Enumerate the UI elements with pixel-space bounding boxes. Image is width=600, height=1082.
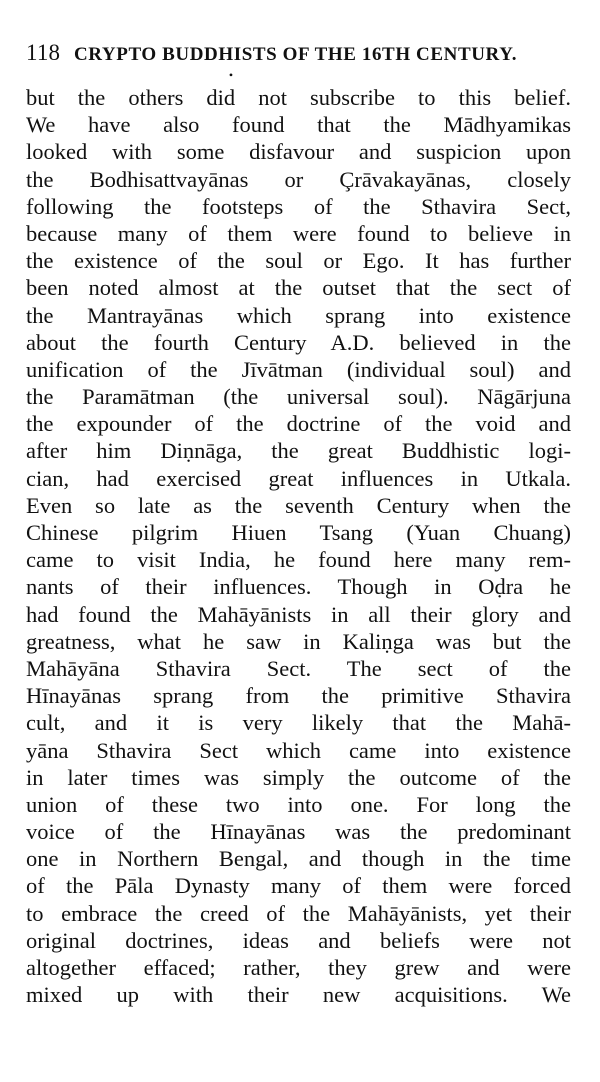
text-line: one in Northern Bengal, and though in the time — [26, 846, 571, 872]
text-line: Chinese pilgrim Hiuen Tsang (Yuan Chuang) — [26, 520, 571, 545]
page-header — [26, 36, 571, 70]
text-line: nants of their influences. Though in Oḍra he — [26, 574, 571, 600]
text-line: voice of the Hīnayānas was the predominant — [26, 819, 571, 845]
text-line: original doctrines, ideas and beliefs were not — [26, 927, 571, 953]
text-line: looked with some disfavour and suspicion upon — [26, 139, 571, 165]
text-line: came to visit India, he found here many rem- — [26, 547, 571, 573]
ornament-dot: • — [228, 68, 234, 82]
text-line: greatness, what he saw in Kaliṇga was but the — [26, 628, 571, 654]
text-line: the Paramātman (the universal soul). Nāgārjuna — [26, 384, 571, 410]
text-line: of the Pāla Dynasty many of them were forced — [26, 873, 571, 899]
text-line: had found the Mahāyānists in all their glory and — [26, 601, 571, 627]
text-line: because many of them were found to believe in — [26, 220, 571, 246]
text-line: the Mantrayānas which sprang into existence — [26, 302, 571, 328]
text-line: unification of the Jīvātman (individual soul) and — [26, 356, 571, 382]
text-line: following the footsteps of the Sthavira Sect, — [26, 193, 571, 219]
page-number: 118 — [26, 40, 61, 65]
running-title: CRYPTO BUDDHISTS OF THE 16TH CENTURY. — [73, 44, 518, 65]
text-line: Hīnayānas sprang from the primitive Sthavira — [26, 683, 571, 709]
text-line: yāna Sthavira Sect which came into existence — [26, 737, 571, 763]
text-line: the existence of the soul or Ego. It has further — [26, 248, 571, 274]
text-line: Even so late as the seventh Century when the — [26, 492, 571, 518]
body-paragraph — [26, 84, 571, 1008]
text-line: altogether effaced; rather, they grew and were — [26, 955, 571, 980]
text-line: but the others did not subscribe to this belief. — [26, 85, 571, 110]
text-line: after him Diṇnāga, the great Buddhistic logi- — [26, 438, 571, 464]
text-line: about the fourth Century A.D. believed in the — [26, 329, 571, 355]
text-line: been noted almost at the outset that the sect of — [26, 275, 571, 301]
text-line: in later times was simply the outcome of the — [26, 764, 571, 790]
text-line: cult, and it is very likely that the Mahā- — [26, 710, 571, 736]
text-line: We have also found that the Mādhyamikas — [26, 112, 571, 138]
text-line: union of these two into one. For long the — [26, 791, 571, 817]
text-line: mixed up with their new acquisitions. We — [26, 982, 571, 1008]
text-line: Mahāyāna Sthavira Sect. The sect of the — [26, 655, 571, 681]
text-line: the expounder of the doctrine of the void and — [26, 411, 571, 437]
text-line: cian, had exercised great influences in Utkala. — [26, 465, 571, 491]
text-line: the Bodhisattvayānas or Çrāvakayānas, closely — [26, 166, 571, 192]
text-line: to embrace the creed of the Mahāyānists, yet their — [26, 900, 571, 926]
